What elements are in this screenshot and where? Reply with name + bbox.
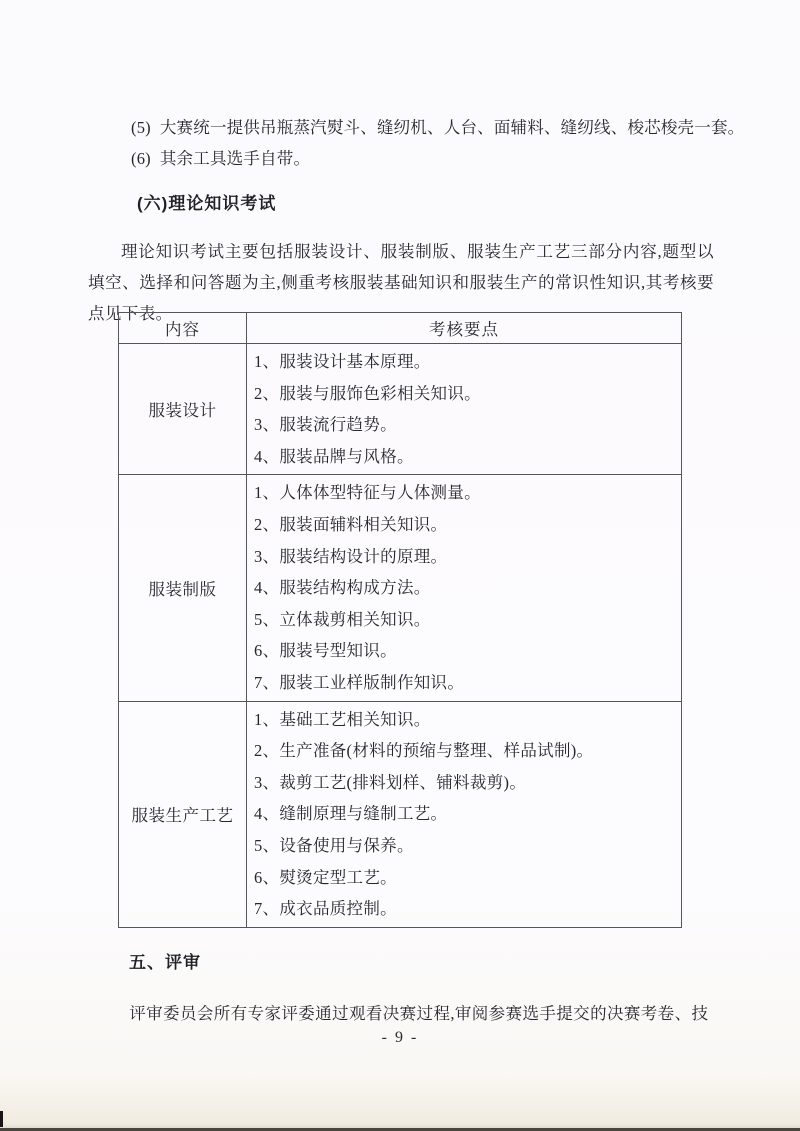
table-point: 1、人体体型特征与人体测量。 (254, 483, 481, 503)
list-item (131, 143, 744, 174)
table-point: 7、成衣品质控制。 (254, 899, 397, 919)
exam-points-table (118, 312, 682, 928)
list-item (131, 112, 744, 143)
table-point: 6、熨烫定型工艺。 (254, 867, 397, 887)
table-point: 7、服装工业样版制作知识。 (254, 672, 465, 692)
table-point: 2、服装面辅料相关知识。 (254, 514, 448, 534)
list-item-text: 大赛统一提供吊瓶蒸汽熨斗、缝纫机、人台、面辅料、缝纫线、梭芯梭壳一套。 (159, 118, 745, 137)
row-label-patternmaking: 服装制版 (119, 475, 247, 701)
table-header-points: 考核要点 (247, 313, 682, 344)
table-row-patternmaking (119, 475, 682, 701)
exam-points-table-wrap (118, 312, 682, 928)
table-point: 3、服装流行趋势。 (254, 415, 397, 435)
table-point: 2、服装与服饰色彩相关知识。 (254, 383, 481, 403)
list-item-text: 其余工具选手自带。 (159, 149, 311, 168)
review-paragraph: 评审委员会所有专家评委通过观看决赛过程,审阅参赛选手提交的决赛考卷、技 (129, 1003, 709, 1023)
table-point: 5、立体裁剪相关知识。 (254, 609, 431, 629)
equipment-provision-list (131, 112, 744, 174)
table-row-design (119, 344, 682, 475)
scan-corner-mark (0, 1111, 3, 1127)
table-point: 4、服装品牌与风格。 (254, 446, 414, 466)
section-heading-review: 五、评审 (129, 953, 201, 972)
row-label-production: 服装生产工艺 (119, 701, 247, 927)
table-point: 4、服装结构构成方法。 (254, 578, 431, 598)
table-header-content: 内容 (119, 313, 247, 344)
table-point: 1、服装设计基本原理。 (254, 352, 431, 371)
theory-exam-intro-paragraph: 理论知识考试主要包括服装设计、服装制版、服装生产工艺三部分内容,题型以填空、选择和问答题为主,侧重考核服装基础知识和服装生产的常识性知识,其考核要点见下表。 (88, 241, 714, 323)
list-item-marker: (6) (131, 149, 151, 168)
page-number: - 9 - (381, 1029, 419, 1046)
row-points-design (247, 344, 682, 475)
table-point: 4、缝制原理与缝制工艺。 (254, 804, 448, 824)
table-point: 5、设备使用与保养。 (254, 835, 414, 855)
table-point: 6、服装号型知识。 (254, 641, 397, 661)
row-points-patternmaking (247, 475, 682, 701)
table-point: 1、基础工艺相关知识。 (254, 709, 431, 729)
table-point: 2、生产准备(材料的预缩与整理、样品试制)。 (254, 741, 594, 761)
table-point: 3、裁剪工艺(排料划样、铺料裁剪)。 (254, 772, 527, 792)
row-label-design: 服装设计 (119, 344, 247, 475)
table-header-row (119, 313, 682, 344)
list-item-marker: (5) (131, 118, 151, 137)
table-point: 3、服装结构设计的原理。 (254, 546, 448, 566)
section-heading-theory-exam: (六)理论知识考试 (137, 194, 277, 213)
row-points-production (247, 701, 682, 927)
table-row-production (119, 701, 682, 927)
